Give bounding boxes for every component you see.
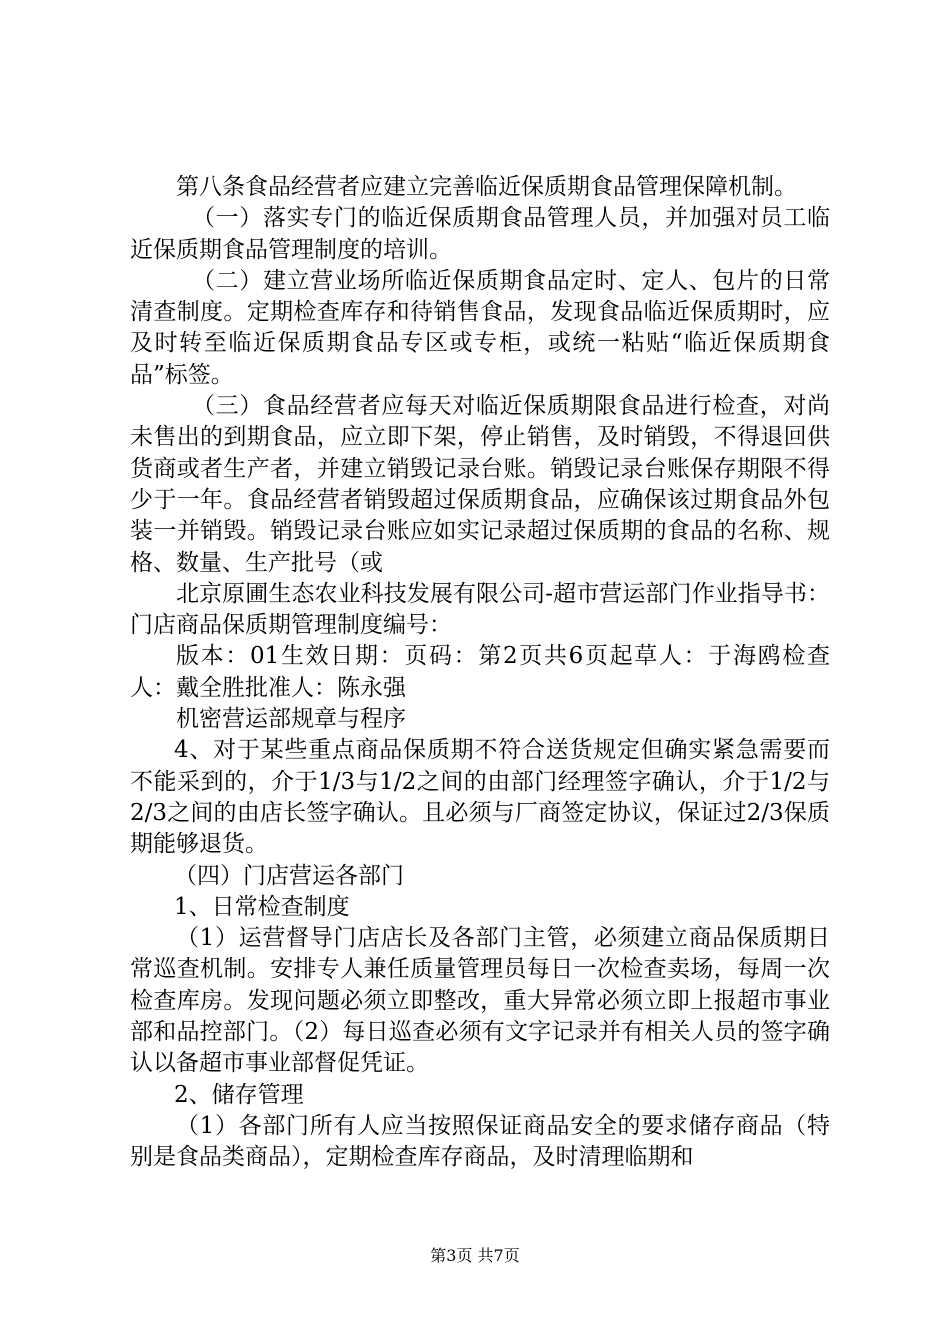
paragraph-point-4: 4、对于某些重点商品保质期不符合送货规定但确实紧急需要而不能采到的，介于1/3与1/2之间的由部门经理签字确认，介于1/2与2/3之间的由店长签字确认。且必须与厂商签定协议，保证过2/3保质期能够退货。 <box>130 737 830 858</box>
paragraph-item-1: （一）落实专门的临近保质期食品管理人员，并加强对员工临近保质期食品管理制度的培训。 <box>130 205 830 263</box>
paragraph-version-info: 版本：01生效日期：页码：第2页共6页起草人：于海鸥检查人：戴全胜批准人：陈永强 <box>130 643 830 701</box>
paragraph-item-3: （三）食品经营者应每天对临近保质期限食品进行检查，对尚未售出的到期食品，应立即下架，停止销售，及时销毁，不得退回供货商或者生产者，并建立销毁记录台账。销毁记录台账保存期限不得少于一年。食品经营者销毁超过保质期食品，应确保该过期食品外包装一并销毁。销毁记录台账应如实记录超过保质期的食品的名称、规格、数量、生产批号（或 <box>130 393 830 576</box>
paragraph-daily-check-title: 1、日常检查制度 <box>174 893 350 920</box>
paragraph-confidential: 机密营运部规章与程序 <box>176 706 406 733</box>
paragraph-article-8: 第八条食品经营者应建立完善临近保质期食品管理保障机制。 <box>176 174 797 200</box>
paragraph-company-header: 北京原圃生态农业科技发展有限公司-超市营运部门作业指导书：门店商品保质期管理制度编号： <box>130 580 830 639</box>
page-footer: 第3页 共7页 <box>430 1246 520 1265</box>
paragraph-storage-title: 2、储存管理 <box>174 1081 304 1108</box>
paragraph-item-2: （二）建立营业场所临近保质期食品定时、定人、包片的日常清查制度。定期检查库存和待销售食品，发现食品临近保质期时，应及时转至临近保质期食品专区或专柜，或统一粘贴“临近保质期食品”标签。 <box>130 267 830 388</box>
document-body <box>130 172 830 1174</box>
paragraph-daily-check-body: （1）运营督导门店店长及各部门主管，必须建立商品保质期日常巡查机制。安排专人兼任质量管理员每日一次检查卖场，每周一次检查库房。发现问题必须立即整改，重大异常必须立即上报超市事业部和品控部门。（2）每日巡查必须有文字记录并有相关人员的签字确认以备超市事业部督促凭证。 <box>130 925 830 1077</box>
paragraph-section-4: （四）门店营运各部门 <box>174 862 404 889</box>
paragraph-storage-body: （1）各部门所有人应当按照保证商品安全的要求储存商品（特别是食品类商品），定期检查库存商品，及时清理临期和 <box>130 1112 830 1171</box>
